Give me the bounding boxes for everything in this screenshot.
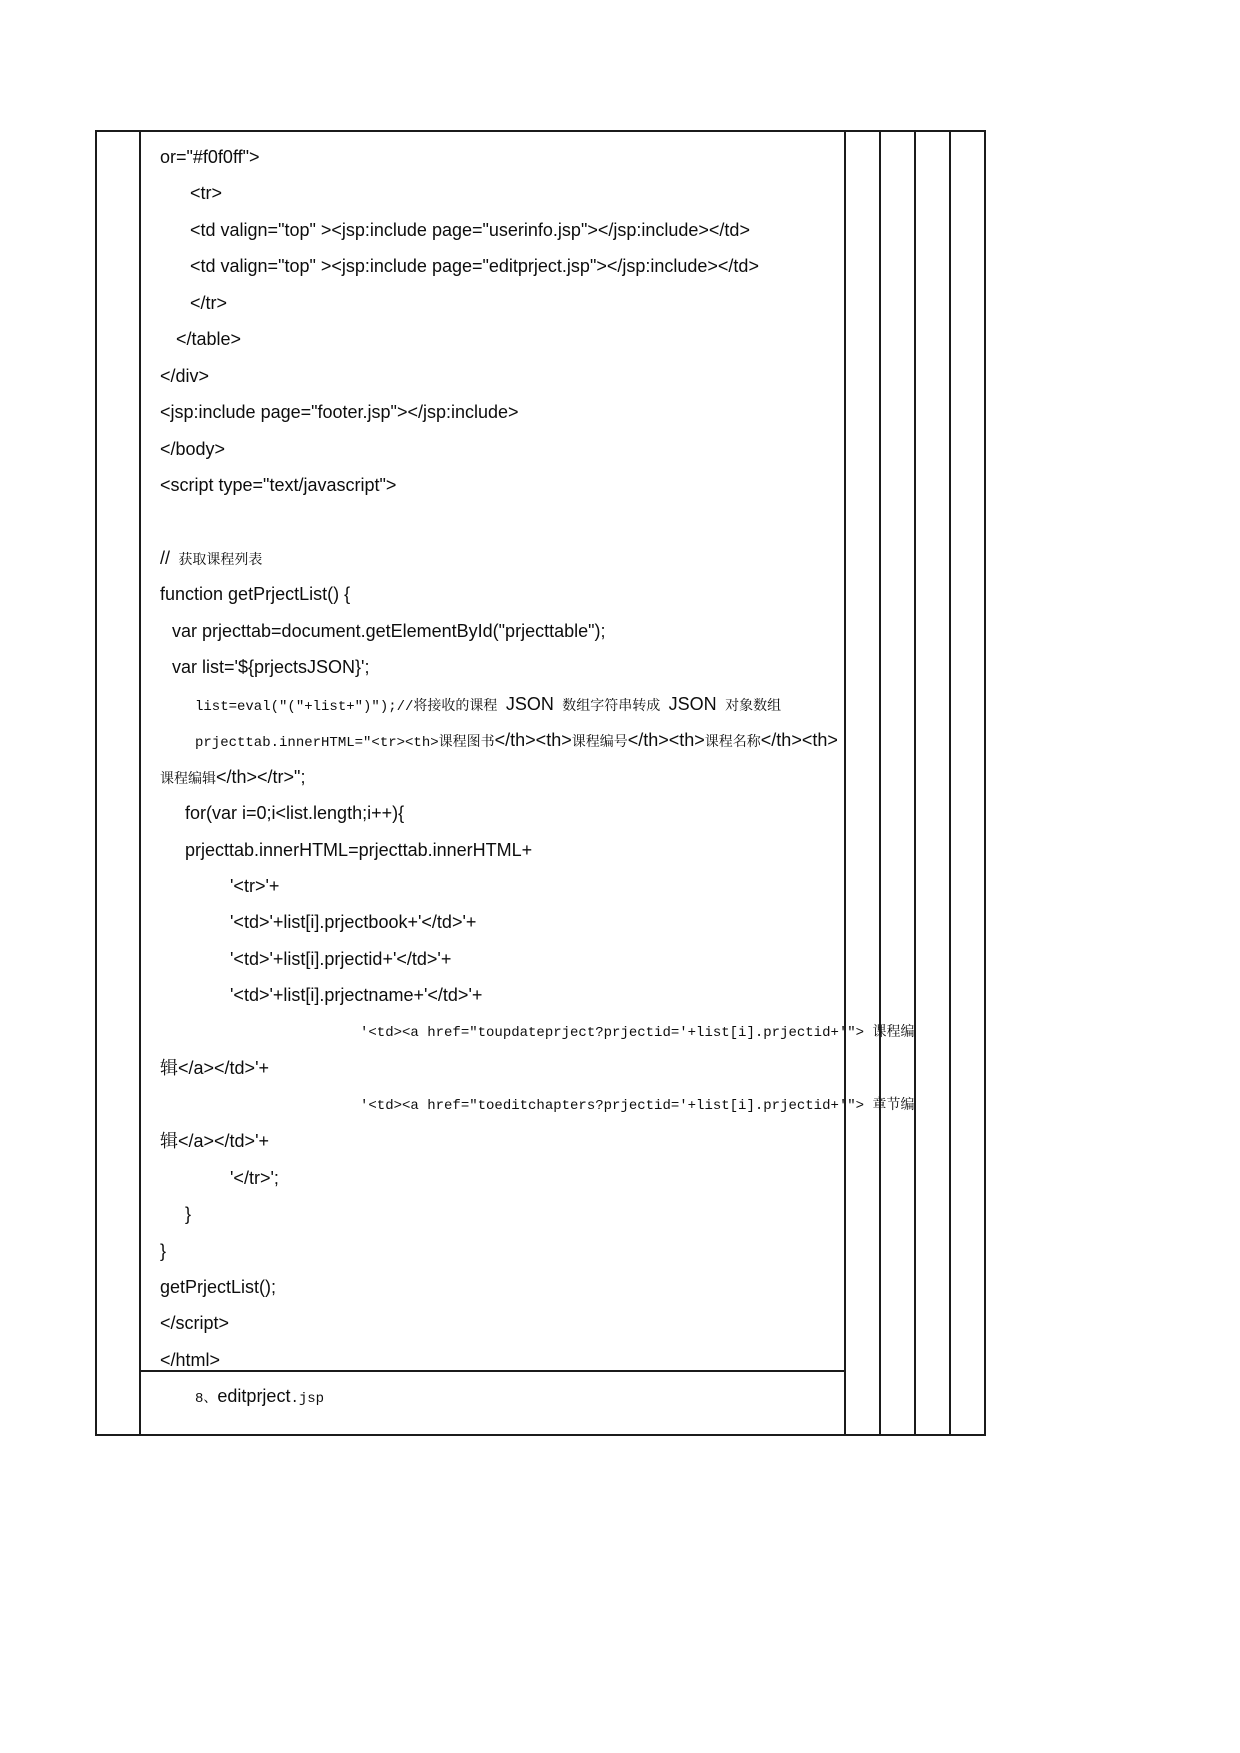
code-line <box>172 656 369 680</box>
code-text-segment: 对象数组 <box>716 698 782 715</box>
code-text-segment: .jsp <box>290 1391 325 1408</box>
code-line <box>160 547 262 572</box>
code-text-segment: 8、 <box>195 1391 218 1408</box>
code-text-segment: 数组字符串转成 <box>553 698 669 715</box>
code-text-segment: <td valign="top" ><jsp:include page="userinfo.jsp"></jsp:include></td> <box>190 219 750 240</box>
code-text-segment: for(var i=0;i<list.length;i++){ <box>185 803 405 824</box>
code-text-segment: getPrjectList(); <box>160 1276 277 1297</box>
code-text-segment: <jsp:include page="footer.jsp"></jsp:include> <box>160 402 519 423</box>
code-line <box>176 328 241 352</box>
code-text-segment: </body> <box>160 438 226 459</box>
section-caption <box>195 1385 324 1410</box>
code-text-segment: </table> <box>176 329 242 350</box>
code-text-segment: 课程名称 <box>704 735 761 752</box>
code-text-segment: 辑</a></td>'+ <box>160 1058 270 1079</box>
code-text-segment: prjecttab.innerHTML=prjecttab.innerHTML+ <box>185 839 533 860</box>
code-line <box>190 255 759 279</box>
code-text-segment: '</tr>'; <box>230 1167 279 1188</box>
code-line <box>160 1240 166 1264</box>
code-text-segment: <tr> <box>190 183 223 204</box>
code-text-segment: // <box>160 547 171 568</box>
code-text-segment: '<tr>'+ <box>230 876 280 896</box>
code-text-segment: </th><th> <box>627 730 705 751</box>
code-text-segment: editprject <box>217 1386 291 1407</box>
code-text-segment: 课程编 <box>864 1024 915 1041</box>
code-line <box>160 438 225 462</box>
code-line <box>230 875 279 899</box>
code-text-segment: list=eval("("+list+")");//将接收的课程 <box>195 698 506 715</box>
code-line <box>160 146 260 170</box>
code-text-segment: '<td>'+list[i].prjectid+'</td>'+ <box>230 948 452 969</box>
code-text-segment: '<td><a href="toeditchapters?prjectid='+list[i].prjectid+'"> <box>360 1097 865 1114</box>
code-line <box>230 911 476 935</box>
code-text-segment: } <box>185 1204 192 1225</box>
code-line <box>160 401 519 425</box>
code-text-segment: } <box>160 1240 167 1261</box>
code-line <box>230 984 482 1008</box>
code-text-segment: 章节编 <box>864 1097 915 1114</box>
code-text-segment: 课程编辑 <box>160 771 216 788</box>
code-line <box>172 620 606 644</box>
code-line <box>160 1349 220 1373</box>
code-line <box>360 1094 915 1117</box>
code-text-segment: </th><th> <box>760 730 838 751</box>
code-line <box>185 839 532 863</box>
code-line <box>185 802 404 826</box>
code-text-segment: var prjecttab=document.getElementById("prjecttable"); <box>172 620 606 641</box>
code-text-segment: 辑</a></td>'+ <box>160 1131 270 1152</box>
code-text-segment: </th><th> <box>494 730 572 751</box>
code-text-segment: </script> <box>160 1313 230 1334</box>
code-text-segment: </div> <box>160 365 210 386</box>
code-line <box>190 219 750 243</box>
code-text-segment: prjecttab.innerHTML="<tr><th>课程图书 <box>195 735 495 752</box>
code-line <box>360 1021 915 1044</box>
code-text-segment: </th></tr>"; <box>216 766 306 787</box>
code-text-segment: <td valign="top" ><jsp:include page="editprject.jsp"></jsp:include></td> <box>190 256 759 277</box>
code-text-segment: '<td><a href="toupdateprject?prjectid='+list[i].prjectid+'"> <box>360 1024 865 1041</box>
code-line <box>160 1130 269 1154</box>
code-line <box>160 583 350 607</box>
code-text-segment: 课程编号 <box>571 735 628 752</box>
code-line <box>160 1276 276 1300</box>
code-text-segment: JSON <box>505 693 554 714</box>
code-line <box>160 766 305 791</box>
code-line <box>160 1057 269 1081</box>
code-line <box>185 1203 191 1227</box>
code-text-segment: </html> <box>160 1349 221 1370</box>
code-text-segment: <script type="text/javascript"> <box>160 475 397 496</box>
code-line <box>190 292 227 316</box>
code-line <box>230 1167 279 1191</box>
code-text-segment: var list='${prjectsJSON}'; <box>172 657 370 678</box>
code-line <box>190 182 222 206</box>
code-text-segment: </tr> <box>190 292 228 313</box>
code-text-segment: '<td>'+list[i].prjectbook+'</td>'+ <box>230 912 477 933</box>
code-text-segment: JSON <box>668 693 717 714</box>
code-line <box>195 693 781 718</box>
code-line <box>160 474 396 498</box>
code-line <box>230 948 451 972</box>
code-text-segment: 获取课程列表 <box>170 552 263 569</box>
code-text-segment: '<td>'+list[i].prjectname+'</td>'+ <box>230 985 483 1006</box>
code-line <box>160 365 209 389</box>
code-line <box>160 1312 229 1336</box>
code-line <box>195 729 838 754</box>
code-text-segment: or="#f0f0ff"> <box>160 147 260 167</box>
code-text-segment: function getPrjectList() { <box>160 584 351 605</box>
